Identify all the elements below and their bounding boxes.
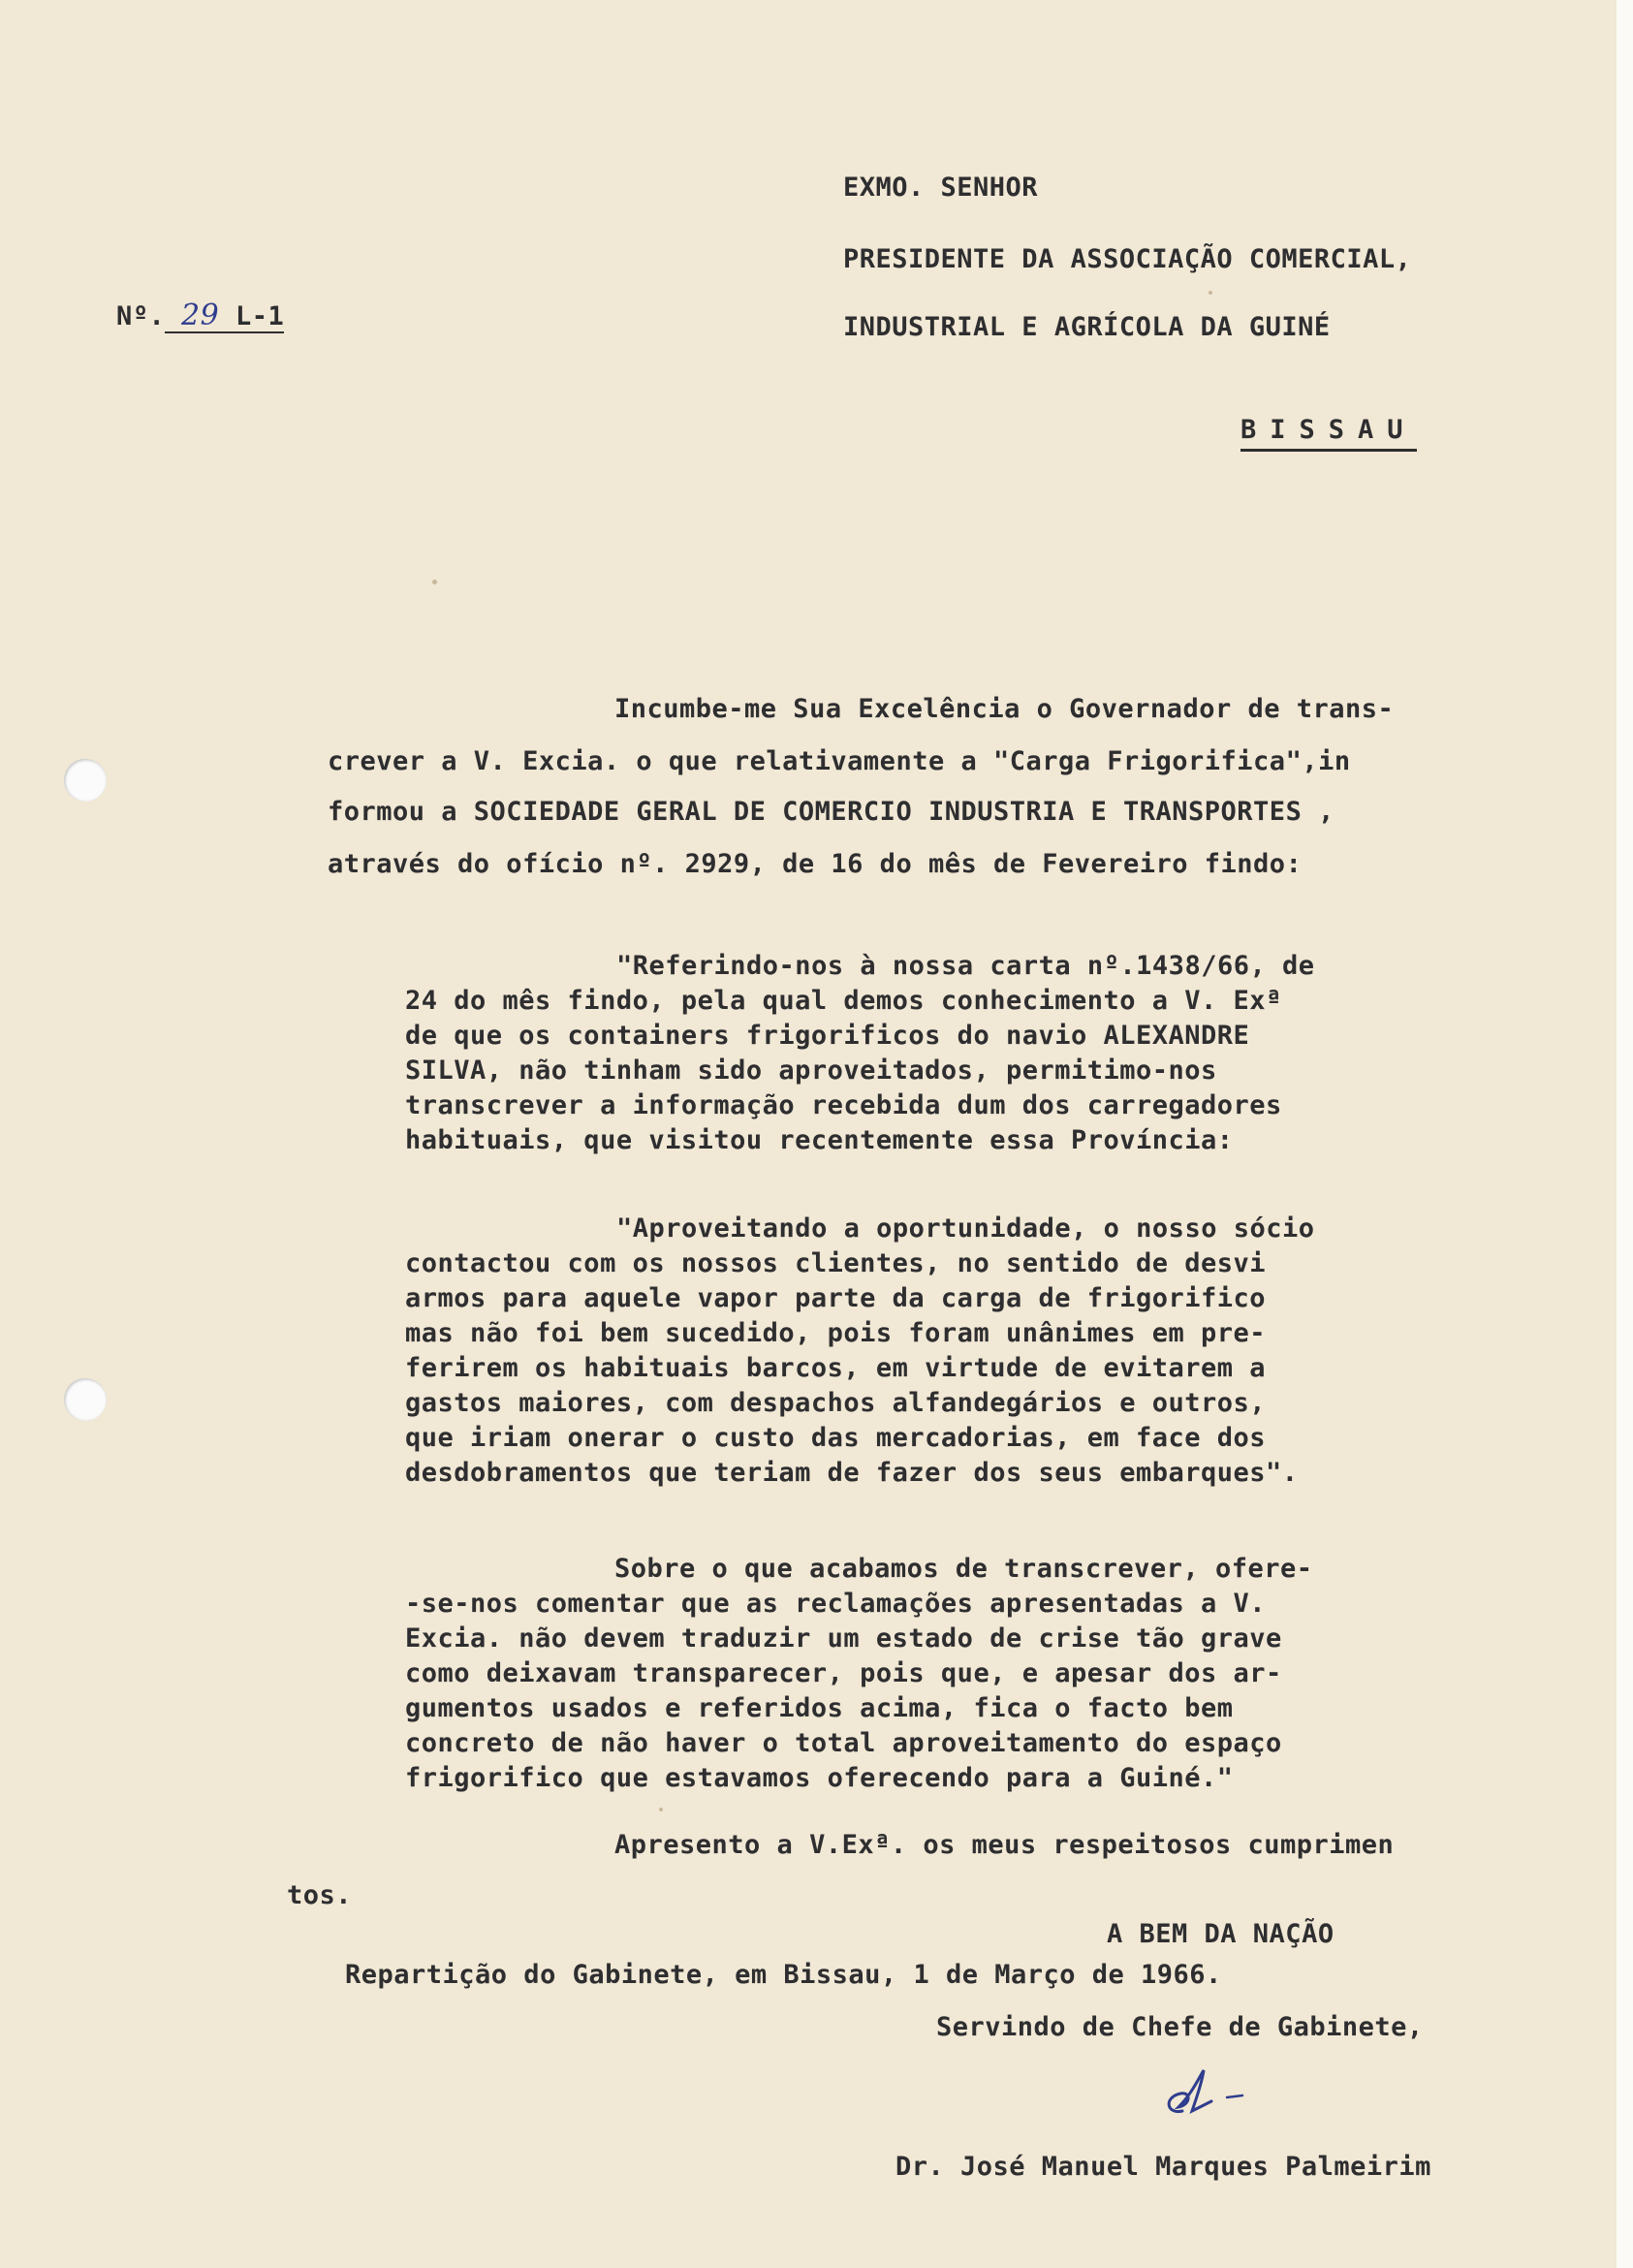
quote3-line-5: gumentos usados e referidos acima, fica o facto bem bbox=[405, 1693, 1234, 1723]
quote3-line-1: Sobre o que acabamos de transcrever, ofere- bbox=[614, 1554, 1313, 1584]
quote3-line-3: Excia. não devem traduzir um estado de crise tão grave bbox=[405, 1623, 1282, 1654]
reference-suffix: L-1 bbox=[236, 301, 285, 331]
paper-speck bbox=[432, 580, 437, 584]
intro-line-2: crever a V. Excia. o que relativamente a "Carga Frigorifica",in bbox=[328, 746, 1351, 776]
signatory-role: Servindo de Chefe de Gabinete, bbox=[936, 2012, 1424, 2042]
reference-underline bbox=[165, 301, 284, 333]
handwritten-signature bbox=[1153, 2064, 1270, 2123]
reference-number bbox=[116, 299, 284, 332]
page-edge bbox=[1617, 0, 1633, 2268]
paper-speck bbox=[659, 1808, 663, 1811]
recipient-line-1: PRESIDENTE DA ASSOCIAÇÃO COMERCIAL, bbox=[843, 244, 1412, 274]
handwritten-number: 29 bbox=[181, 299, 220, 332]
quote1-line-3: de que os containers frigorificos do navio ALEXANDRE bbox=[405, 1021, 1250, 1051]
quote2-line-7: que iriam onerar o custo das mercadorias, em face dos bbox=[405, 1423, 1267, 1453]
recipient-line-2: INDUSTRIAL E AGRÍCOLA DA GUINÉ bbox=[843, 312, 1331, 342]
closing-line-2: tos. bbox=[287, 1880, 353, 1910]
quote2-line-1: "Aproveitando a oportunidade, o nosso sócio bbox=[616, 1213, 1315, 1244]
intro-line-3: formou a SOCIEDADE GERAL DE COMERCIO INDUSTRIA E TRANSPORTES , bbox=[328, 797, 1335, 827]
quote1-line-6: habituais, que visitou recentemente essa Província: bbox=[405, 1125, 1234, 1155]
punch-hole-top bbox=[64, 759, 107, 802]
intro-line-1: Incumbe-me Sua Excelência o Governador de trans- bbox=[614, 694, 1395, 724]
quote2-line-8: desdobramentos que teriam de fazer dos seus embarques". bbox=[405, 1458, 1299, 1488]
quote3-line-2: -se-nos comentar que as reclamações apresentadas a V. bbox=[405, 1589, 1267, 1619]
recipient-salutation: EXMO. SENHOR bbox=[843, 173, 1039, 203]
quote1-line-4: SILVA, não tinham sido aproveitados, permitimo-nos bbox=[405, 1055, 1217, 1086]
quote2-line-4: mas não foi bem sucedido, pois foram unânimes em pre- bbox=[405, 1318, 1267, 1348]
intro-line-4: através do ofício nº. 2929, de 16 do mês de Fevereiro findo: bbox=[328, 849, 1303, 879]
quote3-line-4: como deixavam transparecer, pois que, e apesar dos ar- bbox=[405, 1658, 1282, 1688]
quote2-line-5: ferirem os habituais barcos, em virtude de evitarem a bbox=[405, 1353, 1267, 1383]
quote1-line-5: transcrever a informação recebida dum dos carregadores bbox=[405, 1090, 1282, 1120]
quote2-line-6: gastos maiores, com despachos alfandegários e outros, bbox=[405, 1388, 1267, 1418]
motto: A BEM DA NAÇÃO bbox=[1107, 1919, 1335, 1949]
quote1-line-1: "Referindo-nos à nossa carta nº.1438/66, de bbox=[616, 951, 1315, 981]
place-date: Repartição do Gabinete, em Bissau, 1 de Março de 1966. bbox=[345, 1960, 1222, 1990]
punch-hole-bottom bbox=[64, 1378, 107, 1421]
quote3-line-7: frigorifico que estavamos oferecendo para a Guiné." bbox=[405, 1763, 1234, 1793]
reference-prefix: Nº. bbox=[116, 301, 166, 331]
quote1-line-2: 24 do mês findo, pela qual demos conhecimento a V. Exª bbox=[405, 986, 1282, 1016]
closing-line-1: Apresento a V.Exª. os meus respeitosos cumprimen bbox=[614, 1830, 1395, 1860]
quote2-line-2: contactou com os nossos clientes, no sentido de desvi bbox=[405, 1248, 1267, 1278]
paper-speck bbox=[1209, 291, 1212, 295]
recipient-city: BISSAU bbox=[1240, 415, 1417, 452]
signatory-name: Dr. José Manuel Marques Palmeirim bbox=[895, 2152, 1431, 2182]
quote2-line-3: armos para aquele vapor parte da carga de frigorifico bbox=[405, 1283, 1267, 1313]
quote3-line-6: concreto de não haver o total aproveitamento do espaço bbox=[405, 1728, 1282, 1758]
